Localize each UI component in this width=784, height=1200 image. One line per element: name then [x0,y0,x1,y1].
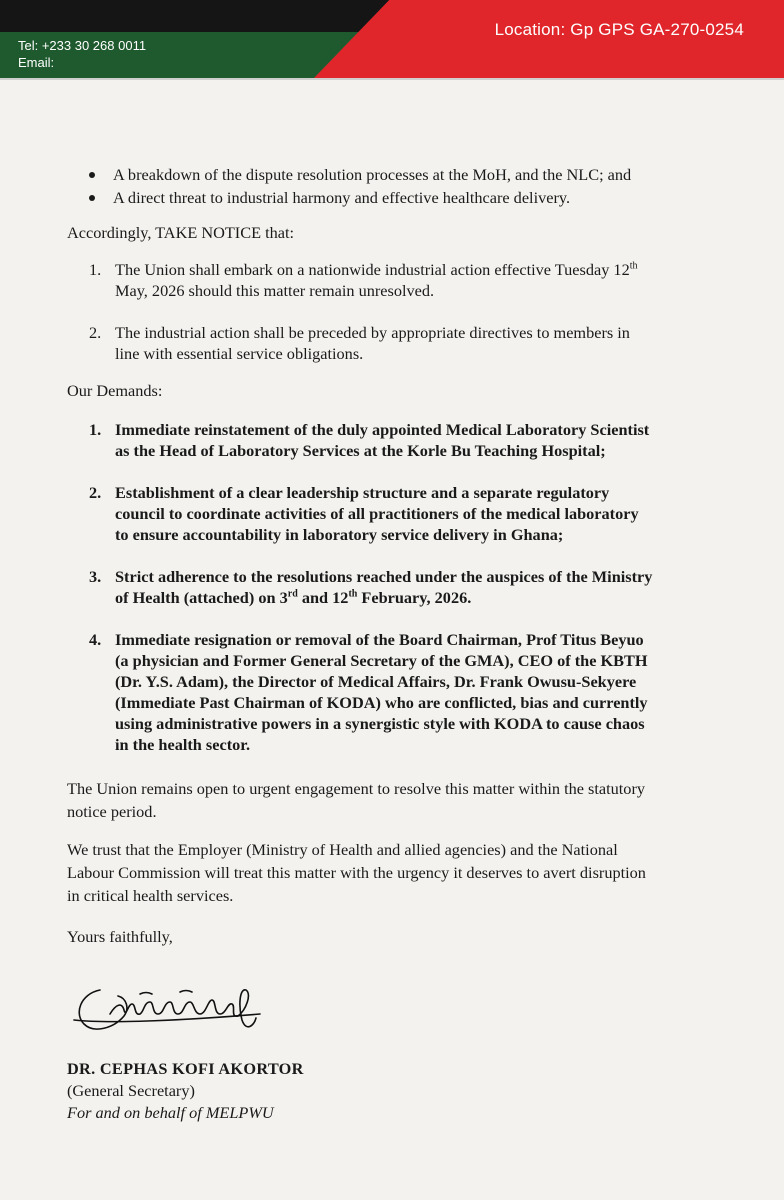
paragraph-line: Labour Commission will treat this matter with the urgency it deserves to avert disruption [67,863,646,882]
email-label: Email: [18,55,55,70]
demand-item [67,629,717,755]
demand-number: 3. [89,567,102,586]
demand-text: Immediate reinstatement of the duly appointed Medical Laboratory Scientist [115,420,650,439]
demand-text-part: February, 2026. [357,588,472,607]
demand-number: 2. [89,483,102,502]
demand-text: using administrative powers in a synergistic style with KODA to cause chaos [115,714,645,733]
signatory-block [67,1058,304,1124]
bullet-list [67,163,717,209]
paragraph-line: We trust that the Employer (Ministry of Health and allied agencies) and the National [67,840,618,859]
bullet-dot-icon [89,195,95,201]
notice-text: line with essential service obligations. [115,344,364,363]
paragraph-line: The Union remains open to urgent engagement to resolve this matter within the statutory [67,779,646,798]
demand-text: (Immediate Past Chairman of KODA) who are conflicted, bias and currently [115,693,648,712]
letter-body [67,163,717,948]
paragraph-line: notice period. [67,802,157,821]
demand-text: to ensure accountability in laboratory service delivery in Ghana; [115,525,564,544]
location-gps: Location: Gp GPS GA-270-0254 [494,20,744,39]
notice-item [67,259,717,301]
closing: Yours faithfully, [67,927,173,946]
trust-paragraph [67,838,717,907]
paragraph-line: in critical health services. [67,886,234,905]
demand-text [115,587,717,608]
notice-number: 1. [89,260,102,279]
bullet-item [67,186,717,209]
letterhead-banner [0,0,784,80]
ordinal-suffix: rd [287,588,298,600]
demand-text-part: and 12 [297,588,349,607]
demand-text: council to coordinate activities of all practitioners of the medical laboratory [115,504,639,523]
bullet-item [67,163,717,186]
ordinal-suffix: th [629,260,638,272]
demands-list [67,419,717,755]
bullet-dot-icon [89,172,95,178]
demand-item [67,482,717,545]
notice-list [67,259,717,364]
demand-text: as the Head of Laboratory Services at the Korle Bu Teaching Hospital; [115,441,606,460]
signatory-title: (General Secretary) [67,1081,195,1100]
bullet-text: A breakdown of the dispute resolution processes at the MoH, and the NLC; and [113,165,632,184]
banner-divider [0,78,784,80]
handwritten-signature [70,980,270,1050]
notice-text: May, 2026 should this matter remain unresolved. [115,281,435,300]
demand-text: Strict adherence to the resolutions reached under the auspices of the Ministry [115,567,653,586]
telephone: Tel: +233 30 268 0011 [18,38,147,53]
demand-text-part: of Health (attached) on 3 [115,588,288,607]
engagement-paragraph [67,777,717,823]
demands-heading: Our Demands: [67,381,163,400]
notice-number: 2. [89,323,102,342]
demand-text: Establishment of a clear leadership structure and a separate regulatory [115,483,610,502]
ordinal-suffix: th [348,588,358,600]
notice-item [67,322,717,364]
demand-number: 1. [89,420,102,439]
demand-text: (Dr. Y.S. Adam), the Director of Medical Affairs, Dr. Frank Owusu-Sekyere [115,672,637,691]
demand-item [67,566,717,608]
signatory-behalf: For and on behalf of MELPWU [67,1103,274,1122]
demand-text: in the health sector. [115,735,251,754]
contact-info [18,37,146,71]
demand-text: Immediate resignation or removal of the Board Chairman, Prof Titus Beyuo [115,630,644,649]
demand-text: (a physician and Former General Secretary of the GMA), CEO of the KBTH [115,651,648,670]
notice-text: The industrial action shall be preceded by appropriate directives to members in [115,323,630,342]
bullet-text: A direct threat to industrial harmony and effective healthcare delivery. [113,188,571,207]
notice-text: The Union shall embark on a nationwide industrial action effective Tuesday 12 [115,260,630,279]
demand-number: 4. [89,630,102,649]
signatory-name: DR. CEPHAS KOFI AKORTOR [67,1059,304,1078]
notice-intro: Accordingly, TAKE NOTICE that: [67,223,295,242]
demand-item [67,419,717,461]
